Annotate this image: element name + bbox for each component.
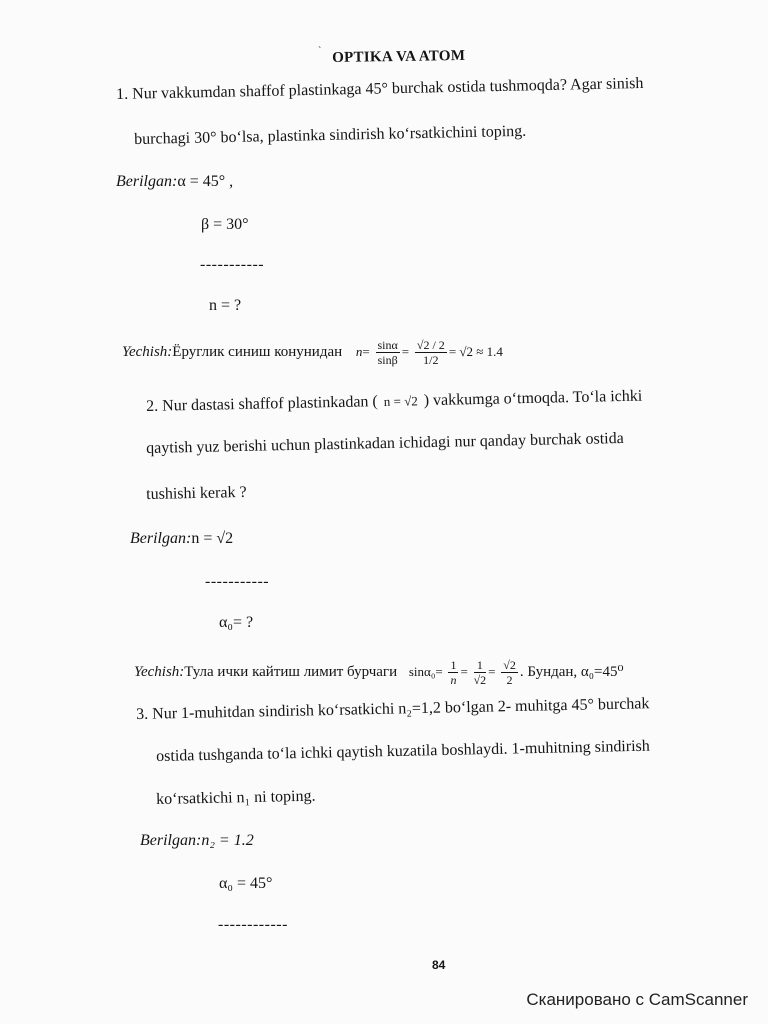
page-title: OPTIKA VA ATOM: [332, 47, 466, 66]
problem-2-line-2: qaytish yuz berishi uchun plastinkadan ichidagi nur qanday burchak ostida: [146, 429, 624, 457]
formula-n: n: [450, 673, 457, 687]
formula-two: 2: [506, 673, 513, 687]
formula-eq: =: [362, 343, 370, 359]
given-label: Berilgan:: [130, 530, 192, 547]
given-beta: β = 30°: [201, 216, 249, 233]
problem-1-given: [116, 173, 233, 191]
problem-2-line-1b: ) vakkumga o‘tmoqda. To‘la ichki: [423, 387, 643, 410]
problem-2-solution: Yechish:Тула ички кайтиш лимит бурчаги sinα₀= $\frac{1}{n}$ = $\frac{1}{√2}$ = $\frac{√2}{2}$ . Бундан, α₀=45⁰: [134, 658, 624, 687]
solution-text: Ёруглик синиш конунидан: [172, 343, 343, 360]
problem-2-n-value: n = √2: [383, 393, 418, 410]
formula-den: 1/2: [423, 353, 439, 367]
formula-eq-2: =: [401, 343, 410, 359]
given-n: n = √2: [191, 530, 234, 547]
problem-3-given: [140, 832, 254, 850]
problem-2-given: [130, 530, 233, 548]
problem-3-line-3: ko‘rsatkichi n₁ ni toping.: [156, 787, 316, 808]
formula-sqrt2: √2: [473, 673, 487, 687]
formula-lhs: sinα₀: [408, 663, 436, 679]
formula-sin-beta: sinβ: [377, 353, 398, 367]
problem-1-line-1: 1. Nur vakkumdan shaffof plastinkaga 45° burchak ostida tushmoqda? Agar sinish: [116, 74, 644, 103]
given-label: Berilgan:: [140, 832, 202, 849]
problem-1-line-2: burchagi 30° bo‘lsa, plastinka sindirish ko‘rsatkichini toping.: [134, 122, 527, 148]
formula-sin-alpha: sinα: [377, 338, 398, 352]
problem-3-line-1: 3. Nur 1-muhitdan sindirish ko‘rsatkichi n₂=1,2 bo‘lgan 2- muhitga 45° burchak: [136, 695, 650, 723]
page-number: 84: [432, 958, 446, 972]
solution-label: Yechish:: [122, 343, 173, 360]
formula-one-over-sqrt2: [474, 658, 487, 687]
formula-sqrt2-over-2: [501, 658, 518, 687]
given-alpha: α = 45° ,: [177, 173, 234, 190]
given-n2: n₂ = 1.2: [201, 832, 254, 849]
scan-mark: ˋ: [318, 46, 322, 57]
formula-num: √2 / 2: [416, 338, 445, 352]
separator-dashes: ------------: [218, 916, 288, 933]
problem-2-line-3: tushishi kerak ?: [146, 483, 247, 503]
find-alpha0: α₀= ?: [219, 614, 254, 631]
solution-tail: . Бундан, α₀=45⁰: [519, 663, 624, 680]
formula-sin-ratio: [376, 338, 400, 367]
problem-1-solution: [122, 338, 503, 367]
camscanner-watermark: Сканировано с CamScanner: [526, 990, 748, 1009]
formula-value-ratio: [415, 338, 447, 367]
problem-2-line-1: [146, 388, 642, 416]
separator-dashes: -----------: [200, 256, 265, 273]
formula-one-b: 1: [474, 658, 487, 673]
formula-one-over-n: [448, 658, 458, 687]
given-alpha0: α₀ = 45°: [219, 875, 273, 892]
formula-n: n: [355, 343, 363, 359]
formula-one: 1: [450, 658, 457, 672]
solution-text: Тула ички кайтиш лимит бурчаги: [184, 663, 398, 680]
separator-dashes: -----------: [205, 573, 270, 590]
formula-result: = √2 ≈ 1.4: [448, 343, 503, 359]
formula-sqrt2-num: √2: [503, 658, 516, 672]
solution-label: Yechish:: [134, 663, 185, 680]
find-n: n = ?: [209, 297, 242, 314]
given-label: Berilgan:: [116, 173, 178, 190]
problem-3-line-2: ostida tushganda to‘la ichki qaytish kuzatila boshlaydi. 1-muhitning sindirish: [156, 737, 650, 765]
problem-2-line-1a: 2. Nur dastasi shaffof plastinkadan (: [146, 393, 378, 415]
